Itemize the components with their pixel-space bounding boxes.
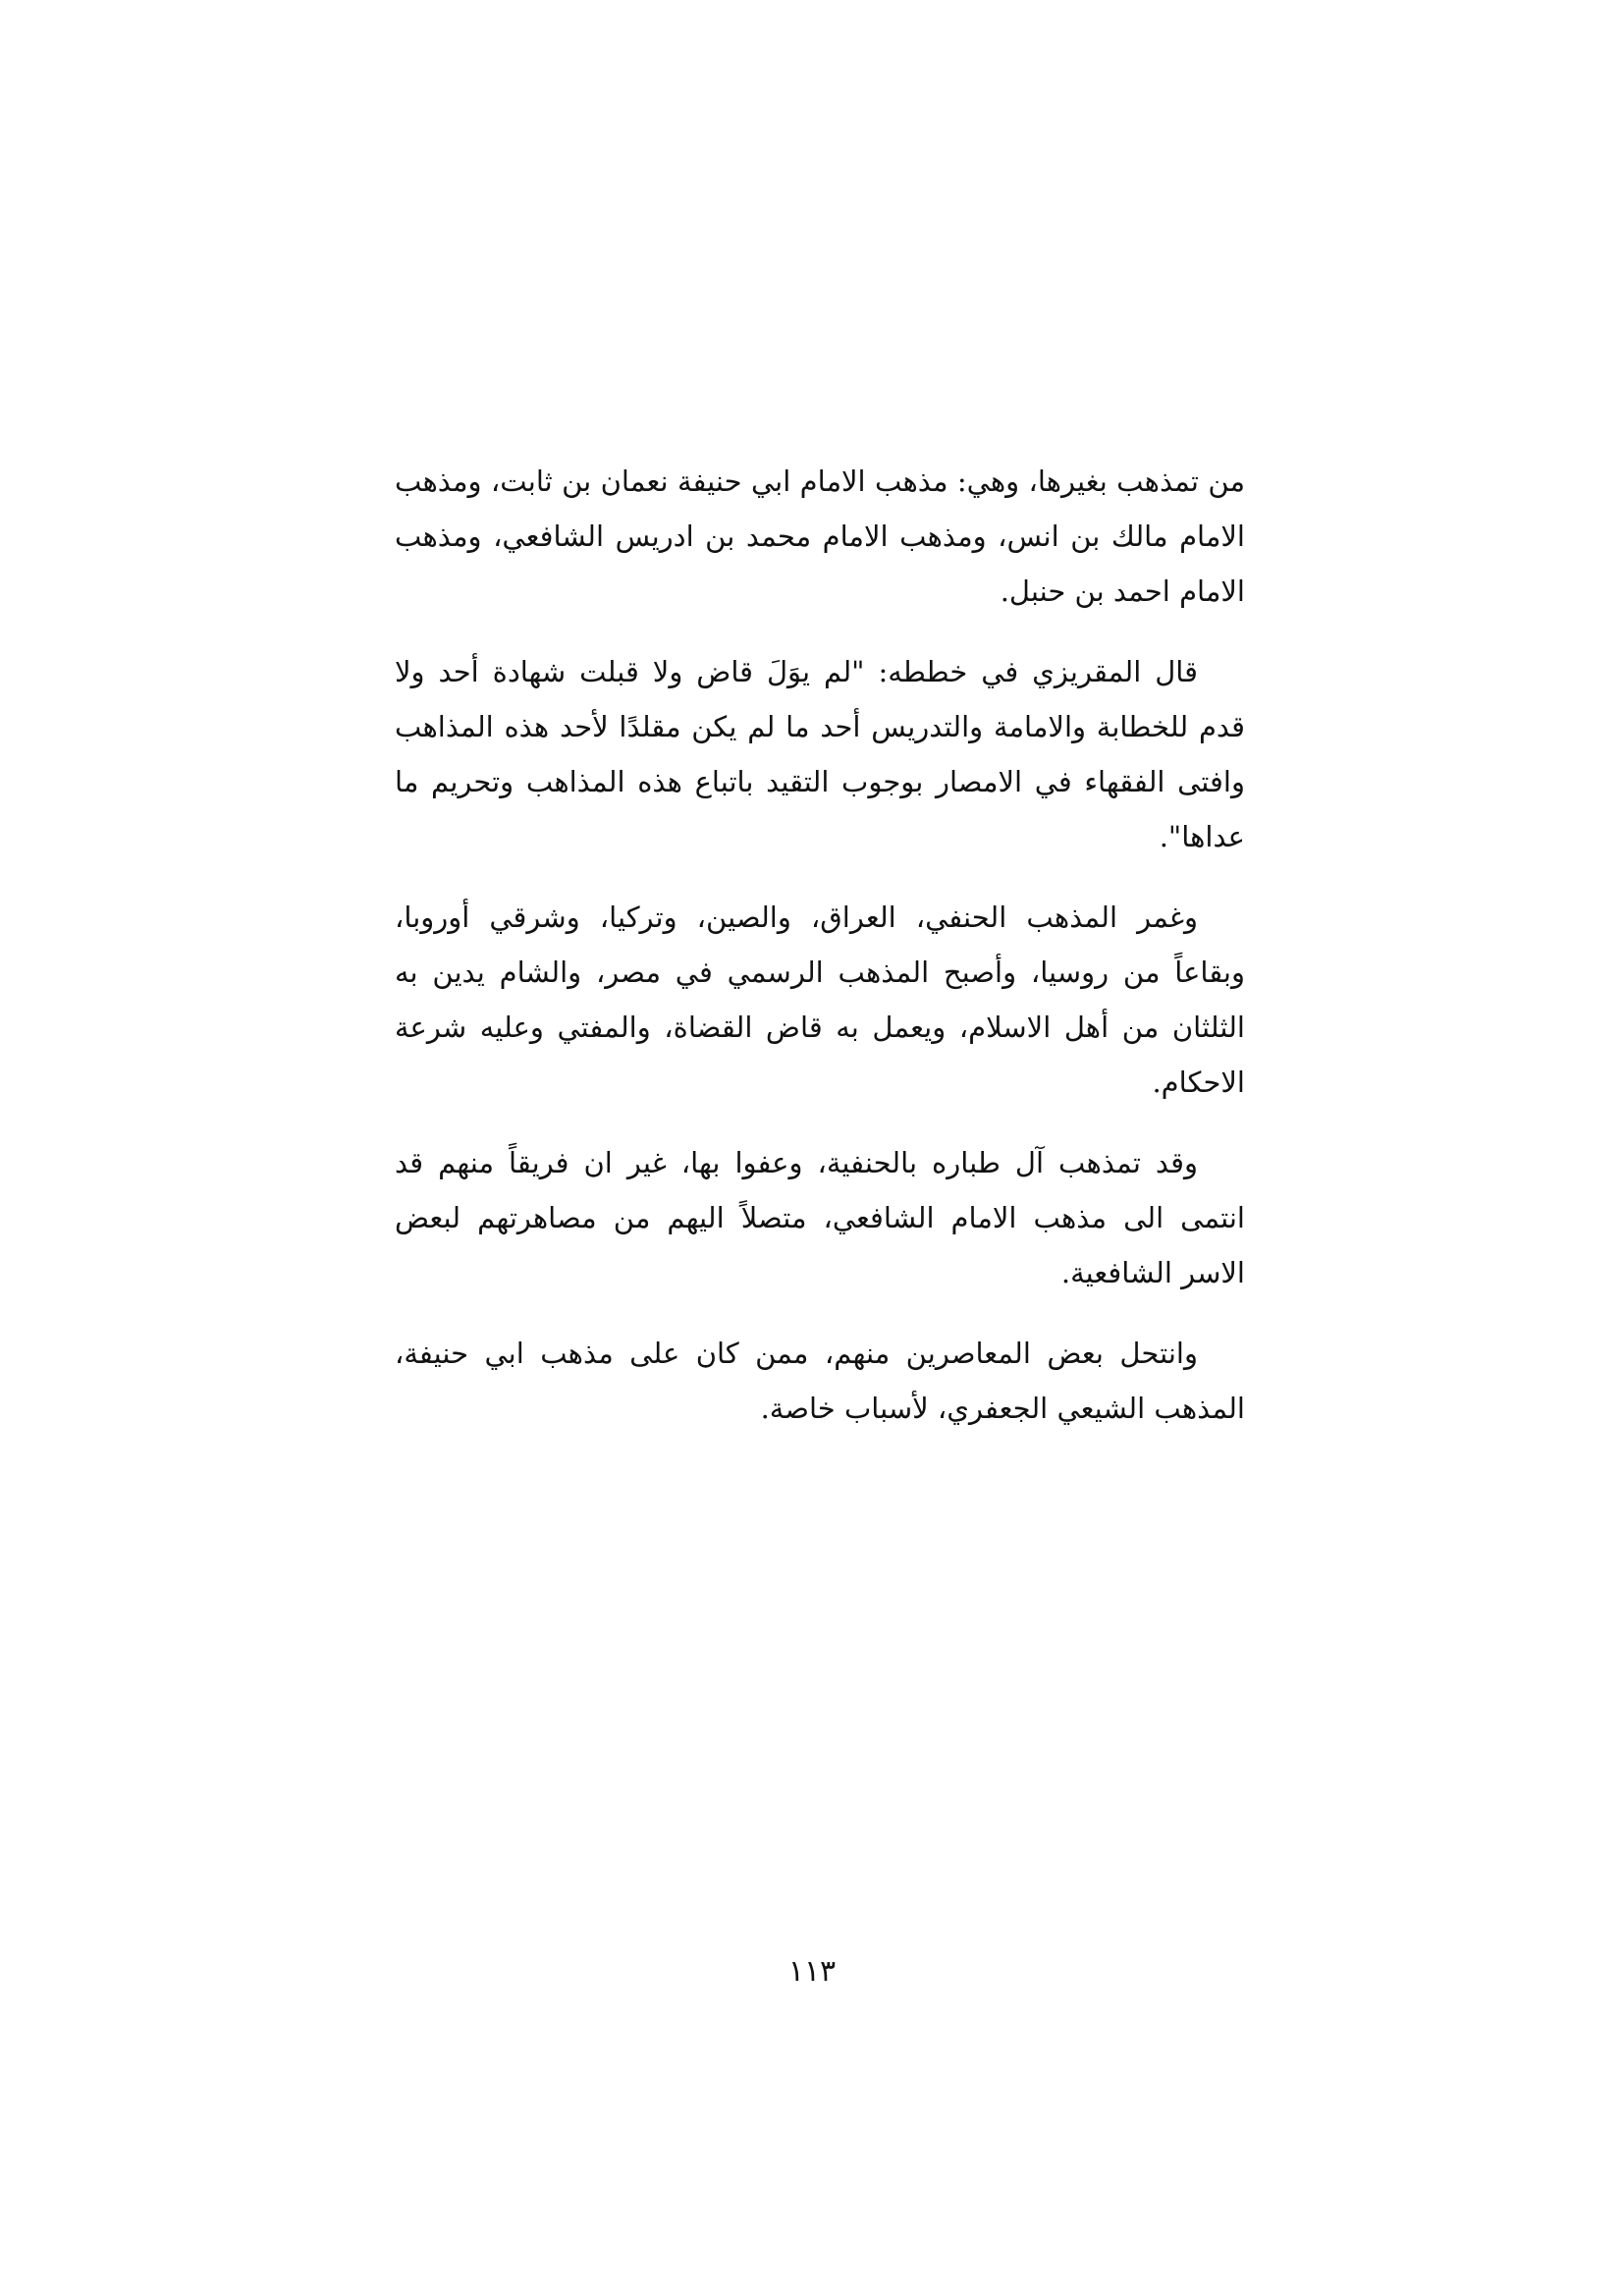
paragraph-2: قال المقريزي في خططه: "لم يوَلَ قاض ولا قبلت شهادة أحد ولا قدم للخطابة والامامة والتدريس أحد ما لم يكن مقلدًا لأحد هذه المذاهب وافتى الفقهاء في الامصار بوجوب التقيد باتباع هذه المذاهب وتحريم ما عداها". (395, 655, 1245, 853)
paragraph-3: وغمر المذهب الحنفي، العراق، والصين، وتركيا، وشرقي أوروبا، وبقاعاً من روسيا، وأصبح المذهب الرسمي في مصر، والشام يدين به الثلثان من أهل الاسلام، ويعمل به قاض القضاة، والمفتي وعليه شرعة الاحكام. (395, 901, 1245, 1099)
body-text (395, 454, 1245, 1461)
paragraph-1: من تمذهب بغيرها، وهي: مذهب الامام ابي حنيفة نعمان بن ثابت، ومذهب الامام مالك بن انس، ومذهب الامام محمد بن ادريس الشافعي، ومذهب الامام احمد بن حنبل. (395, 465, 1245, 608)
page-number: ١١٣ (787, 1954, 837, 1989)
paragraph-5: وانتحل بعض المعاصرين منهم، ممن كان على مذهب ابي حنيفة، المذهب الشيعي الجعفري، لأسباب خاصة. (395, 1337, 1245, 1425)
paragraph-4: وقد تمذهب آل طباره بالحنفية، وعفوا بها، غير ان فريقاً منهم قد انتمى الى مذهب الامام الشافعي، متصلاً اليهم من مصاهرتهم لبعض الاسر الشافعية. (395, 1146, 1245, 1289)
